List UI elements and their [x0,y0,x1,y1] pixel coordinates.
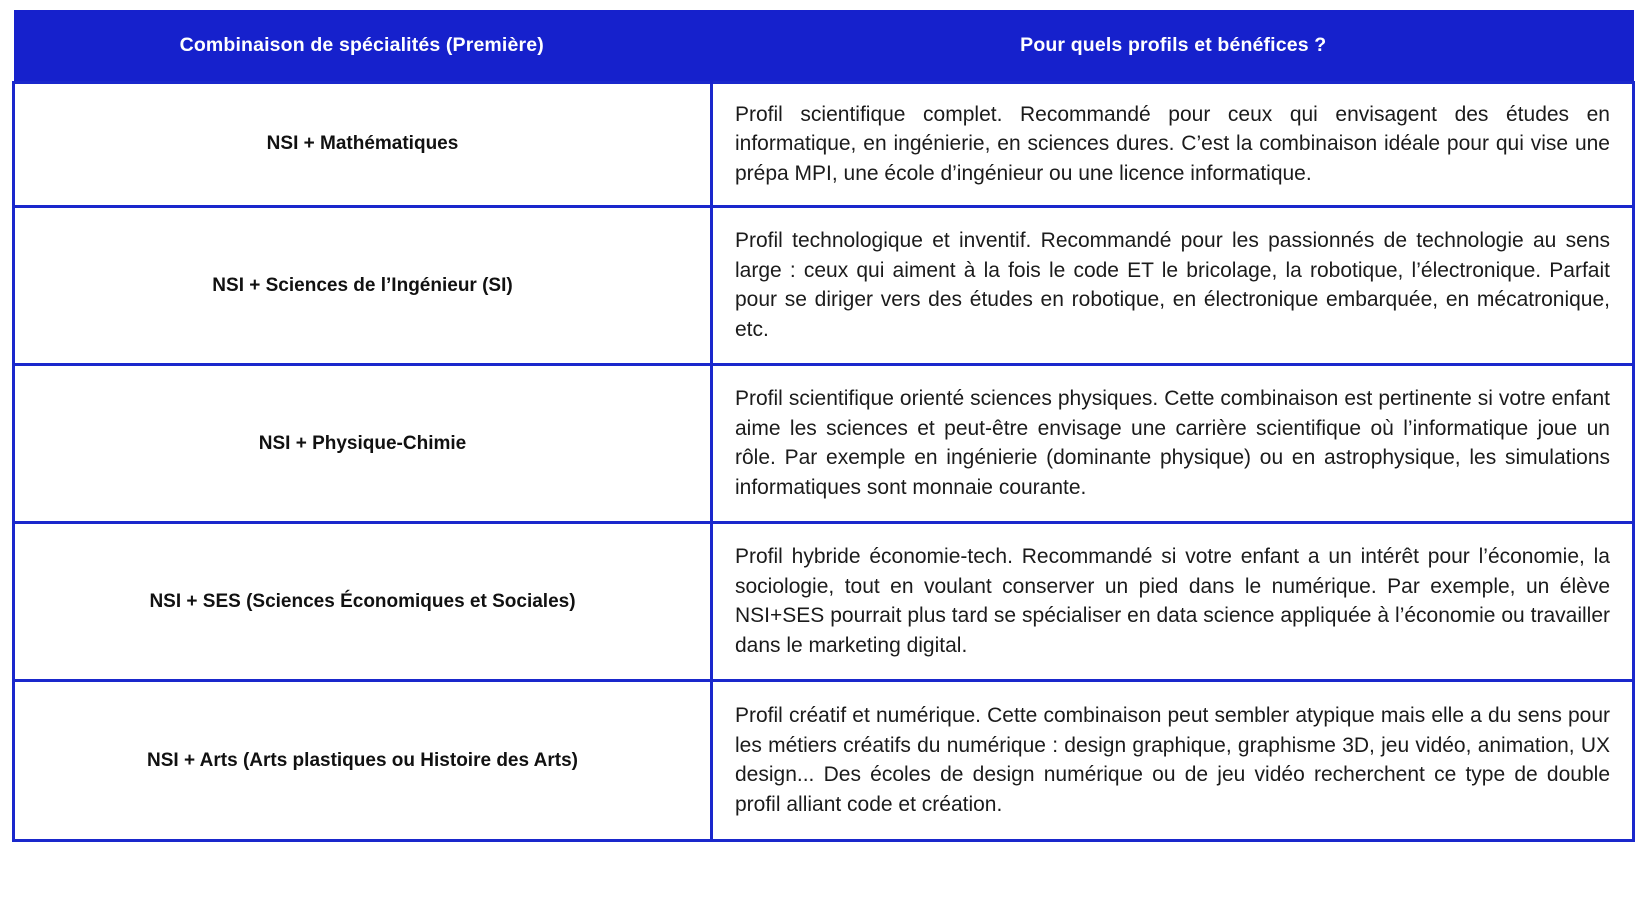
specialty-combination-table-wrapper [12,10,1632,842]
cell-description: Profil scientifique orienté sciences physiques. Cette combinaison est pertinente si votre enfant aime les sciences et peut-être envisage une carrière scientifique où l’informatique joue un rôle. Par exemple en ingénierie (dominante physique) ou en astrophysique, les simulations informatiques sont monnaie courante. [712,364,1634,522]
cell-description: Profil créatif et numérique. Cette combinaison peut sembler atypique mais elle a du sens pour les métiers créatifs du numérique : design graphique, graphisme 3D, jeu vidéo, animation, UX design... Des écoles de design numérique ou de jeu vidéo recherchent ce type de double profil alliant code et création. [712,680,1634,840]
cell-description: Profil scientifique complet. Recommandé pour ceux qui envisagent des études en informatique, en ingénierie, en sciences dures. C’est la combinaison idéale pour qui vise une prépa MPI, une école d’ingénieur ou une licence informatique. [712,82,1634,206]
table-row [14,364,1634,522]
column-header-combination: Combinaison de spécialités (Première) [14,10,712,82]
cell-combination: NSI + Mathématiques [14,82,712,206]
table-row [14,680,1634,840]
cell-combination: NSI + Physique-Chimie [14,364,712,522]
specialty-combination-table [12,10,1635,842]
table-row [14,206,1634,364]
table-row [14,82,1634,206]
cell-description: Profil technologique et inventif. Recommandé pour les passionnés de technologie au sens large : ceux qui aiment à la fois le code ET le bricolage, la robotique, l’électronique. Parfait pour se diriger vers des études en robotique, en électronique embarquée, en mécatronique, etc. [712,206,1634,364]
cell-combination: NSI + Sciences de l’Ingénieur (SI) [14,206,712,364]
cell-combination: NSI + SES (Sciences Économiques et Sociales) [14,522,712,680]
cell-combination: NSI + Arts (Arts plastiques ou Histoire des Arts) [14,680,712,840]
column-header-profiles: Pour quels profils et bénéfices ? [712,10,1634,82]
table-row [14,522,1634,680]
table-body [14,82,1634,840]
table-header [14,10,1634,82]
table-header-row [14,10,1634,82]
cell-description: Profil hybride économie-tech. Recommandé si votre enfant a un intérêt pour l’économie, la sociologie, tout en voulant conserver un pied dans le numérique. Par exemple, un élève NSI+SES pourrait plus tard se spécialiser en data science appliquée à l’économie ou travailler dans le marketing digital. [712,522,1634,680]
